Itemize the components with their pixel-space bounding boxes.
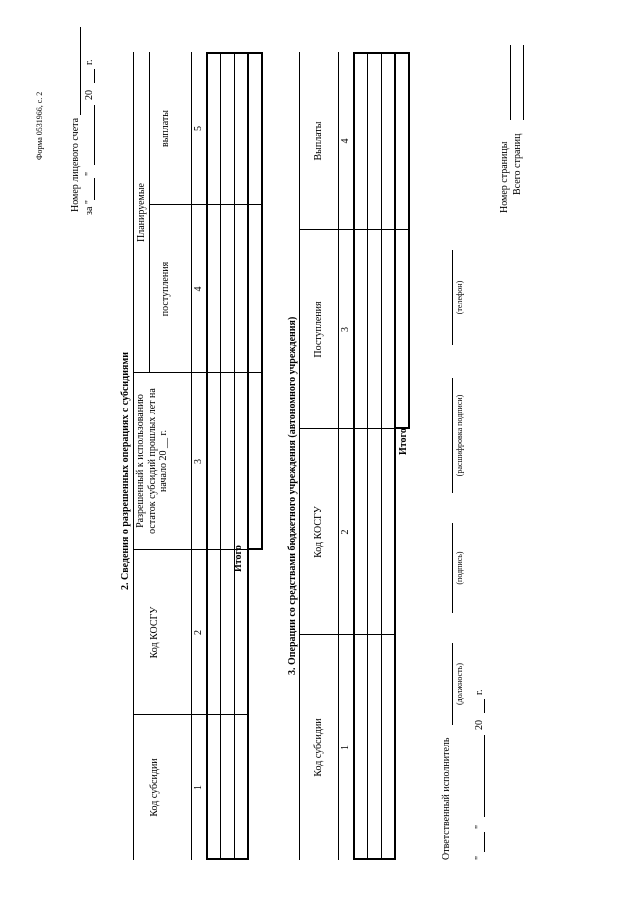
account-number-line <box>80 27 81 115</box>
section2-body-vline-4 <box>206 204 248 205</box>
section2-total-vline-1 <box>248 372 261 373</box>
phone-line <box>452 250 453 345</box>
section2-body-vline-3 <box>206 372 248 373</box>
date-suffix: г. <box>474 689 485 695</box>
section3-numbers-top <box>338 52 339 860</box>
section3-body-left <box>353 858 396 860</box>
executor-label: Ответственный исполнитель <box>441 737 452 860</box>
section3-body-vline-1 <box>353 634 395 635</box>
section2-body-bottom <box>247 52 249 860</box>
section3-colnum-3: 3 <box>340 327 351 332</box>
section3-title: 3. Операции со средствами бюджетного учреждения (автономного учреждения) <box>287 316 298 675</box>
section3-body-bottom <box>394 52 396 860</box>
date-month-line <box>484 735 485 817</box>
section3-colnum-4: 4 <box>340 138 351 144</box>
section3-total-bottom <box>408 52 410 429</box>
section3-header-receipts: Поступления <box>313 301 324 358</box>
section2-header-subsidy-code: Код субсидии <box>149 758 160 817</box>
section2-header-receipts: поступления <box>160 261 171 317</box>
decoding-caption: (расшифровка подписи) <box>455 394 464 477</box>
section3-row-line-1 <box>367 52 368 860</box>
section2-header-allowed-remainder: Разрешенный к использованию остаток субсидий прошлых лет на начало 20 __ г. <box>135 388 169 534</box>
section2-total-vline-2 <box>248 204 261 205</box>
period-quote: " <box>84 171 95 176</box>
section2-numbers-top <box>191 52 192 860</box>
section2-colnum-5: 5 <box>193 126 204 131</box>
position-line <box>452 643 453 725</box>
section2-body-vline-1 <box>206 714 248 715</box>
date-year: 20 <box>474 720 485 730</box>
section2-total-bottom <box>261 52 263 550</box>
account-number-label: Номер лицевого счета <box>70 117 81 212</box>
section2-colnum-4: 4 <box>193 286 204 292</box>
section3-header-kosgu: Код КОСГУ <box>313 506 324 558</box>
decoding-line <box>452 378 453 493</box>
section3-body-vline-2 <box>353 428 395 429</box>
section3-body-top <box>353 52 355 860</box>
section2-planned-divider <box>149 52 150 373</box>
phone-caption: (телефон) <box>455 280 464 315</box>
total-pages-line <box>523 45 524 120</box>
period-year-suffix: г. <box>84 59 95 65</box>
section2-colnum-3: 3 <box>193 459 204 464</box>
section2-body-left <box>206 858 249 860</box>
period-prefix: за " <box>84 200 95 215</box>
section3-top-border <box>299 52 300 860</box>
section2-header-planned: Планируемые <box>136 183 147 243</box>
section3-header-subsidy-code: Код субсидии <box>313 718 324 777</box>
section2-body-top <box>206 52 208 860</box>
section3-body-right <box>353 52 396 54</box>
signature-caption: (подпись) <box>455 551 464 585</box>
date-day-line <box>484 832 485 852</box>
section3-header-payments: Выплаты <box>313 121 324 161</box>
section2-top-border <box>133 52 134 860</box>
section2-vline-2 <box>133 549 191 550</box>
signature-line <box>452 523 453 613</box>
section2-row-line-1 <box>220 52 221 860</box>
period-day-line <box>94 178 95 200</box>
date-quote-open: " <box>474 855 485 860</box>
section2-colnum-1: 1 <box>193 785 204 790</box>
section2-colnum-2: 2 <box>193 630 204 635</box>
date-year-line <box>484 699 485 713</box>
section3-row-line-2 <box>381 52 382 860</box>
page-number-label: Номер страницы <box>499 141 510 213</box>
page-number-line <box>510 45 511 120</box>
form-reference: Форма 0531966, с. 2 <box>35 91 44 160</box>
section3-total-vline-1 <box>395 229 408 230</box>
period-year: 20 <box>84 90 95 100</box>
position-caption: (должность) <box>455 663 464 705</box>
section3-body-vline-3 <box>353 229 395 230</box>
section3-colnum-1: 1 <box>340 745 351 750</box>
section2-body-right <box>206 52 249 54</box>
period-year-line <box>94 69 95 83</box>
section2-vline-1 <box>133 714 191 715</box>
section3-colnum-2: 2 <box>340 529 351 535</box>
section3-total-label: Итого <box>398 428 409 455</box>
total-pages-label: Всего страниц <box>512 133 523 195</box>
date-quote-close: " <box>474 824 485 829</box>
section2-title: 2. Сведения о разрешенных операциях с субсидиями <box>120 352 131 590</box>
section2-total-label: Итого <box>233 545 244 572</box>
section2-header-kosgu: Код КОСГУ <box>149 606 160 659</box>
section2-header-payments: выплаты <box>160 109 171 148</box>
period-month-line <box>94 105 95 165</box>
section2-row-line-2 <box>234 52 235 860</box>
